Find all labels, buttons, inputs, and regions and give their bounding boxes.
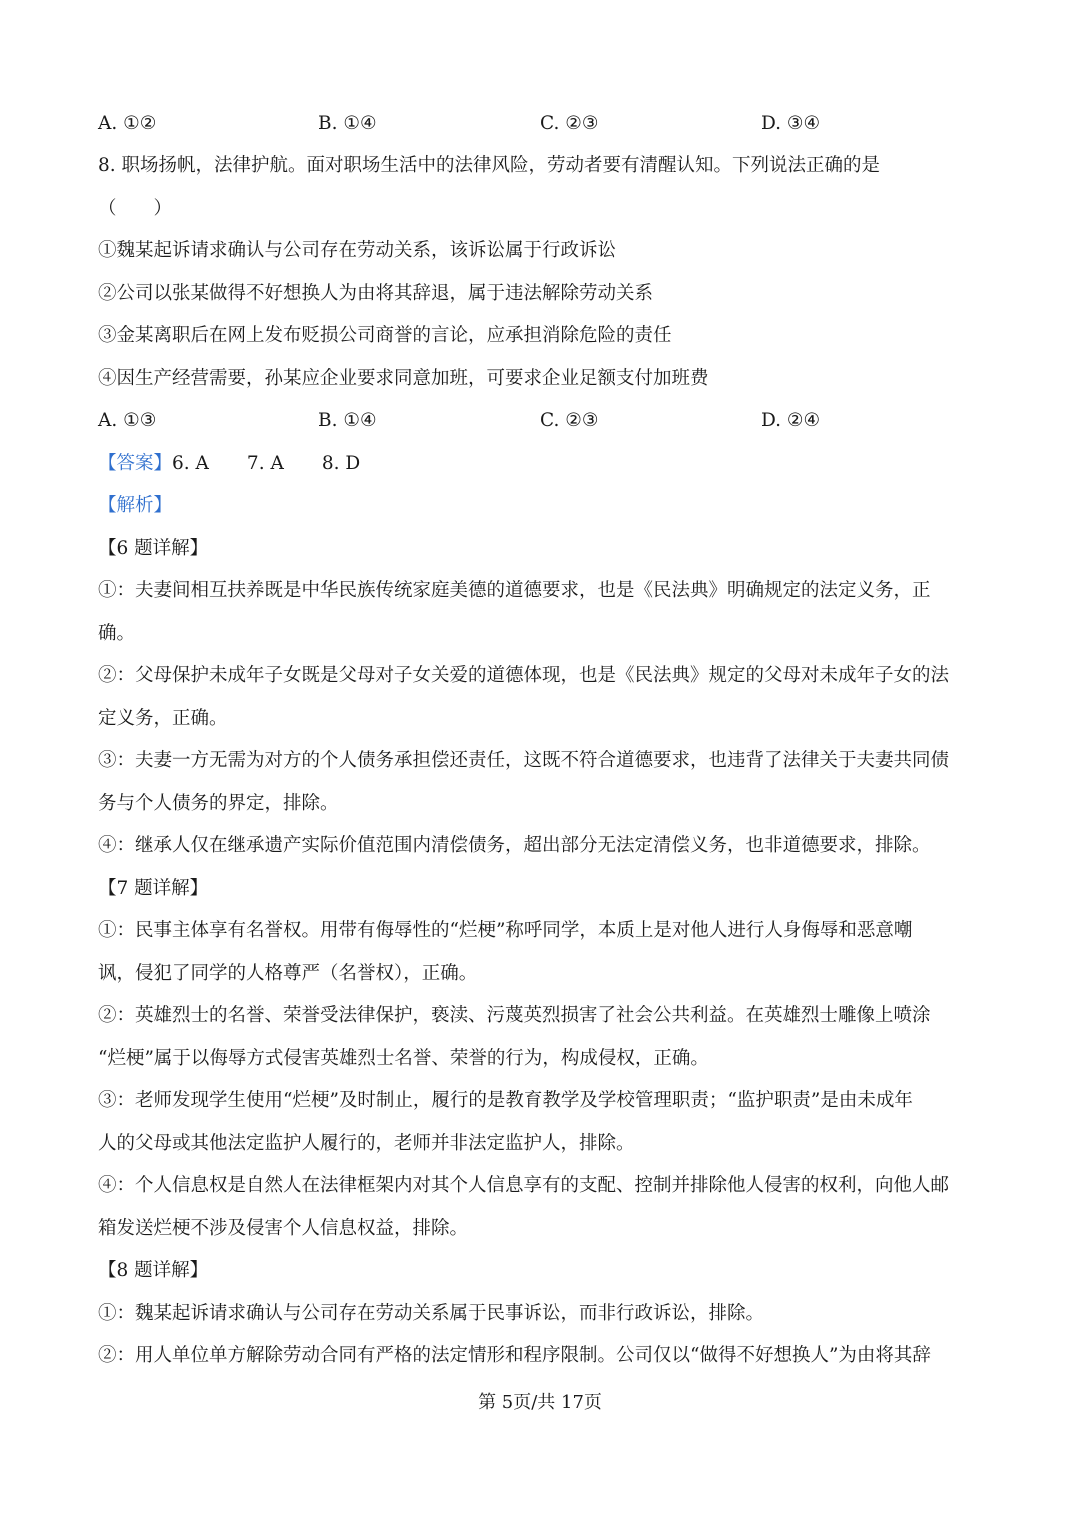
q8-statement-3: ③金某离职后在网上发布贬损公司商誉的言论，应承担消除危险的责任 bbox=[98, 325, 672, 346]
q8-statement-1: ①魏某起诉请求确认与公司存在劳动关系，该诉讼属于行政诉讼 bbox=[98, 240, 617, 261]
q6-detail-line: 务与个人债务的界定，排除。 bbox=[98, 793, 339, 814]
q6-detail-line: ②：父母保护未成年子女既是父母对子女关爱的道德体现，也是《民法典》规定的父母对未成年子女的法 bbox=[98, 665, 950, 686]
analysis-label: 【解析】 bbox=[98, 495, 173, 516]
q7-option-d: D. ③④ bbox=[761, 113, 821, 134]
q8-detail-line: ①：魏某起诉请求确认与公司存在劳动关系属于民事诉讼，而非行政诉讼，排除。 bbox=[98, 1303, 765, 1324]
q7-detail-line: ④：个人信息权是自然人在法律框架内对其个人信息享有的支配、控制并排除他人侵害的权利，向他人邮 bbox=[98, 1175, 950, 1196]
q8-blank: （ ） bbox=[98, 198, 173, 219]
q8-stem: 8. 职场扬帆，法律护航。面对职场生活中的法律风险，劳动者要有清醒认知。下列说法正确的是 bbox=[98, 155, 881, 176]
q8-statement-2: ②公司以张某做得不好想换人为由将其辞退，属于违法解除劳动关系 bbox=[98, 283, 654, 304]
q6-detail-line: 定义务，正确。 bbox=[98, 708, 228, 729]
answer-item-7: 7. A bbox=[246, 453, 284, 474]
q8-detail-line: ②：用人单位单方解除劳动合同有严格的法定情形和程序限制。公司仅以“做得不好想换人”为由将其辞 bbox=[98, 1345, 931, 1366]
q7-detail-line: 人的父母或其他法定监护人履行的，老师并非法定监护人，排除。 bbox=[98, 1133, 635, 1154]
q7-detail-line: ③：老师发现学生使用“烂梗”及时制止，履行的是教育教学及学校管理职责；“监护职责”是由未成年 bbox=[98, 1090, 913, 1111]
q7-detail-line: ②：英雄烈士的名誉、荣誉受法律保护，亵渎、污蔑英烈损害了社会公共利益。在英雄烈士雕像上喷涂 bbox=[98, 1005, 931, 1026]
answer-label: 【答案】 bbox=[98, 453, 173, 474]
answer-line bbox=[98, 451, 360, 477]
q6-detail-line: ①：夫妻间相互扶养既是中华民族传统家庭美德的道德要求，也是《民法典》明确规定的法定义务，正 bbox=[98, 580, 931, 601]
answer-item-8: 8. D bbox=[321, 453, 361, 474]
page-footer: 第 5页/共 17页 bbox=[478, 1392, 602, 1413]
q8-option-c: C. ②③ bbox=[540, 410, 599, 431]
answer-item-6: 6. A bbox=[172, 453, 209, 474]
q8-option-d: D. ②④ bbox=[761, 410, 821, 431]
q6-detail-line: ④：继承人仅在继承遗产实际价值范围内清偿债务，超出部分无法定清偿义务，也非道德要求，排除。 bbox=[98, 835, 931, 856]
q7-option-b: B. ①④ bbox=[318, 113, 377, 134]
q6-detail-line: ③：夫妻一方无需为对方的个人债务承担偿还责任，这既不符合道德要求，也违背了法律关于夫妻共同债 bbox=[98, 750, 950, 771]
q8-option-a: A. ①③ bbox=[98, 410, 157, 431]
q6-detail-heading: 【6 题详解】 bbox=[98, 538, 209, 559]
q7-detail-line: “烂梗”属于以侮辱方式侵害英雄烈士名誉、荣誉的行为，构成侵权，正确。 bbox=[98, 1048, 709, 1069]
q7-option-a: A. ①② bbox=[98, 113, 157, 134]
q7-detail-line: 讽，侵犯了同学的人格尊严（名誉权），正确。 bbox=[98, 963, 478, 984]
q8-statement-4: ④因生产经营需要，孙某应企业要求同意加班，可要求企业足额支付加班费 bbox=[98, 368, 709, 389]
q7-detail-heading: 【7 题详解】 bbox=[98, 878, 209, 899]
q7-detail-line: ①：民事主体享有名誉权。用带有侮辱性的“烂梗”称呼同学，本质上是对他人进行人身侮辱和恶意嘲 bbox=[98, 920, 913, 941]
q8-detail-heading: 【8 题详解】 bbox=[98, 1260, 209, 1281]
q7-detail-line: 箱发送烂梗不涉及侵害个人信息权益，排除。 bbox=[98, 1218, 469, 1239]
q7-option-c: C. ②③ bbox=[540, 113, 599, 134]
q6-detail-line: 确。 bbox=[98, 623, 136, 644]
q8-option-b: B. ①④ bbox=[318, 410, 377, 431]
